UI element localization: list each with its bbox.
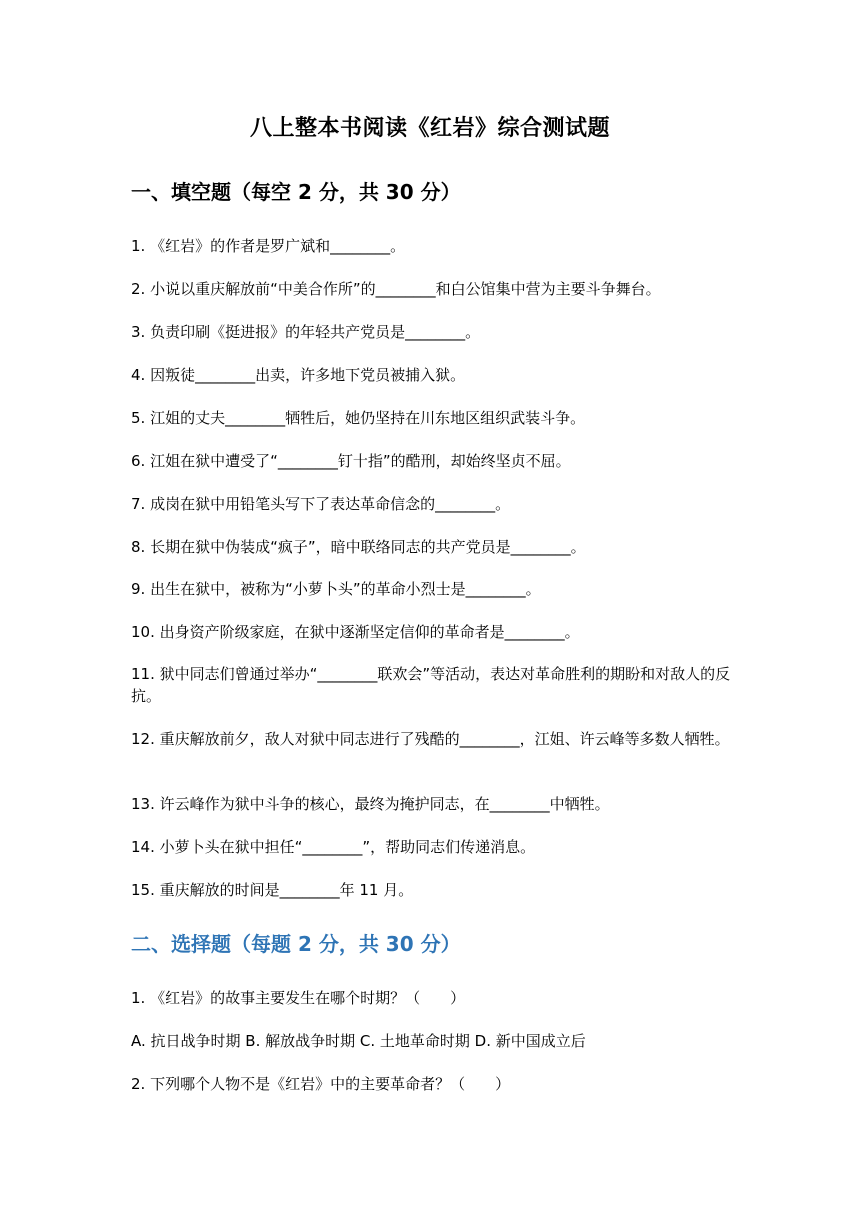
choice-question-2: 2. 下列哪个人物不是《红岩》中的主要革命者？（ ） xyxy=(131,1075,511,1093)
document-title: 八上整本书阅读《红岩》综合测试题 xyxy=(249,116,610,141)
fill-question-14: 14. 小萝卜头在狱中担任“________”，帮助同志们传递消息。 xyxy=(131,838,536,856)
choice-options-1: A. 抗日战争时期 B. 解放战争时期 C. 土地革命时期 D. 新中国成立后 xyxy=(131,1032,586,1050)
fill-question-13: 13. 许云峰作为狱中斗争的核心，最终为掩护同志，在________中牺牲。 xyxy=(131,795,610,813)
fill-question-4: 4. 因叛徒________出卖，许多地下党员被捕入狱。 xyxy=(131,366,466,384)
fill-question-3: 3. 负责印刷《挺进报》的年轻共产党员是________。 xyxy=(131,323,481,341)
fill-question-6: 6. 江姐在狱中遭受了“________钉十指”的酷刑，却始终坚贞不屈。 xyxy=(131,452,571,470)
fill-question-8: 8. 长期在狱中伪装成“疯子”，暗中联络同志的共产党员是________。 xyxy=(131,538,586,556)
choice-question-1: 1. 《红岩》的故事主要发生在哪个时期？（ ） xyxy=(131,989,466,1007)
fill-question-15: 15. 重庆解放的时间是________年 11 月。 xyxy=(131,881,414,899)
fill-question-12: 12. 重庆解放前夕，敌人对狱中同志进行了残酷的________，江姐、许云峰等多数人牺牲。 xyxy=(131,730,730,748)
fill-question-10: 10. 出身资产阶级家庭，在狱中逐渐坚定信仰的革命者是________。 xyxy=(131,623,580,641)
fill-question-9: 9. 出生在狱中，被称为“小萝卜头”的革命小烈士是________。 xyxy=(131,580,541,598)
fill-question-7: 7. 成岗在狱中用铅笔头写下了表达革命信念的________。 xyxy=(131,495,511,513)
fill-question-11: 11. 狱中同志们曾通过举办“________联欢会”等活动，表达对革命胜利的期盼和对敌人的反抗。 xyxy=(131,665,731,705)
section-two-heading: 二、选择题（每题 2 分，共 30 分） xyxy=(131,932,461,956)
fill-question-5: 5. 江姐的丈夫________牺牲后，她仍坚持在川东地区组织武装斗争。 xyxy=(131,409,586,427)
fill-question-2: 2. 小说以重庆解放前“中美合作所”的________和白公馆集中营为主要斗争舞台。 xyxy=(131,280,661,298)
fill-question-1: 1. 《红岩》的作者是罗广斌和________。 xyxy=(131,237,406,255)
section-one-heading: 一、填空题（每空 2 分，共 30 分） xyxy=(131,180,461,204)
